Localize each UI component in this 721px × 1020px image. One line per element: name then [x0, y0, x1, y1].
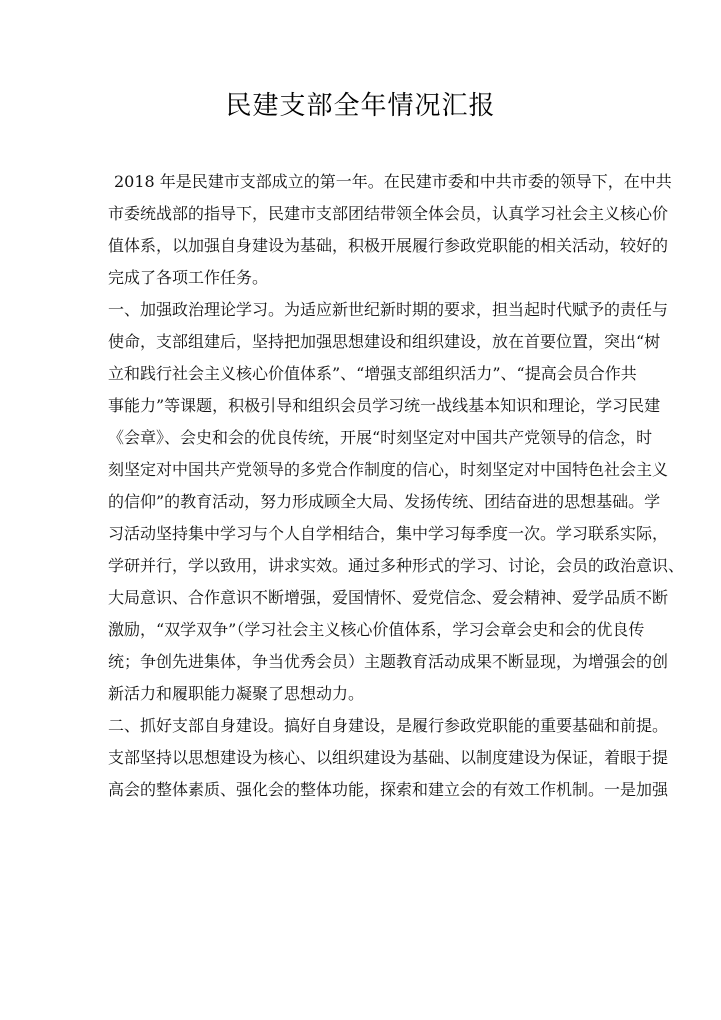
paragraph-line: 高会的整体素质、强化会的整体功能，探索和建立会的有效工作机制。一是加强: [108, 780, 669, 799]
paragraph-line: 激励，“双学双争”（学习社会主义核心价值体系，学习会章会史和会的优良传: [108, 620, 645, 639]
paragraph-line: 学研并行，学以致用，讲求实效。通过多种形式的学习、讨论，会员的政治意识、: [108, 556, 685, 575]
paragraph-line: 习活动坚持集中学习与个人自学相结合，集中学习每季度一次。学习联系实际，: [108, 524, 669, 543]
paragraph-line: 《会章》、会史和会的优良传统，开展“时刻坚定对中国共产党领导的信念，时: [108, 428, 653, 447]
paragraph-line: 大局意识、合作意识不断增强，爱国情怀、爱党信念、爱会精神、爱学品质不断: [108, 588, 669, 607]
paragraph-line: 新活力和履职能力凝聚了思想动力。: [108, 684, 365, 703]
paragraph-line: 的信仰”的教育活动，努力形成顾全大局、发扬传统、团结奋进的思想基础。学: [108, 492, 661, 511]
section-2-line: 二、抓好支部自身建设。搞好自身建设，是履行参政党职能的重要基础和前提。: [108, 716, 669, 735]
document-title: 民建支部全年情况汇报: [225, 91, 496, 121]
paragraph-line: 统；争创先进集体，争当优秀会员）主题教育活动成果不断显现，为增强会的创: [108, 652, 669, 671]
paragraph-line: 立和践行社会主义核心价值体系”、“增强支部组织活力”、“提高会员合作共: [108, 364, 637, 383]
paragraph-line: 值体系，以加强自身建设为基础，积极开展履行参政党职能的相关活动，较好的: [108, 236, 669, 255]
paragraph-line: 事能力”等课题，积极引导和组织会员学习统一战线基本知识和理论，学习民建: [108, 396, 661, 415]
paragraph-line: 完成了各项工作任务。: [108, 268, 269, 287]
paragraph-line: 市委统战部的指导下，民建市支部团结带领全体会员，认真学习社会主义核心价: [108, 204, 669, 223]
paragraph-line: 2018 年是民建市支部成立的第一年。在民建市委和中共市委的领导下，在中共: [114, 172, 672, 191]
paragraph-line: 刻坚定对中国共产党领导的多党合作制度的信心，时刻坚定对中国特色社会主义: [108, 460, 669, 479]
paragraph-line: 支部坚持以思想建设为核心、以组织建设为基础、以制度建设为保证，着眼于提: [108, 748, 669, 767]
section-1-line: 一、加强政治理论学习。为适应新世纪新时期的要求，担当起时代赋予的责任与: [108, 300, 669, 319]
paragraph-line: 使命，支部组建后，坚持把加强思想建设和组织建设，放在首要位置，突出“树: [108, 332, 661, 351]
